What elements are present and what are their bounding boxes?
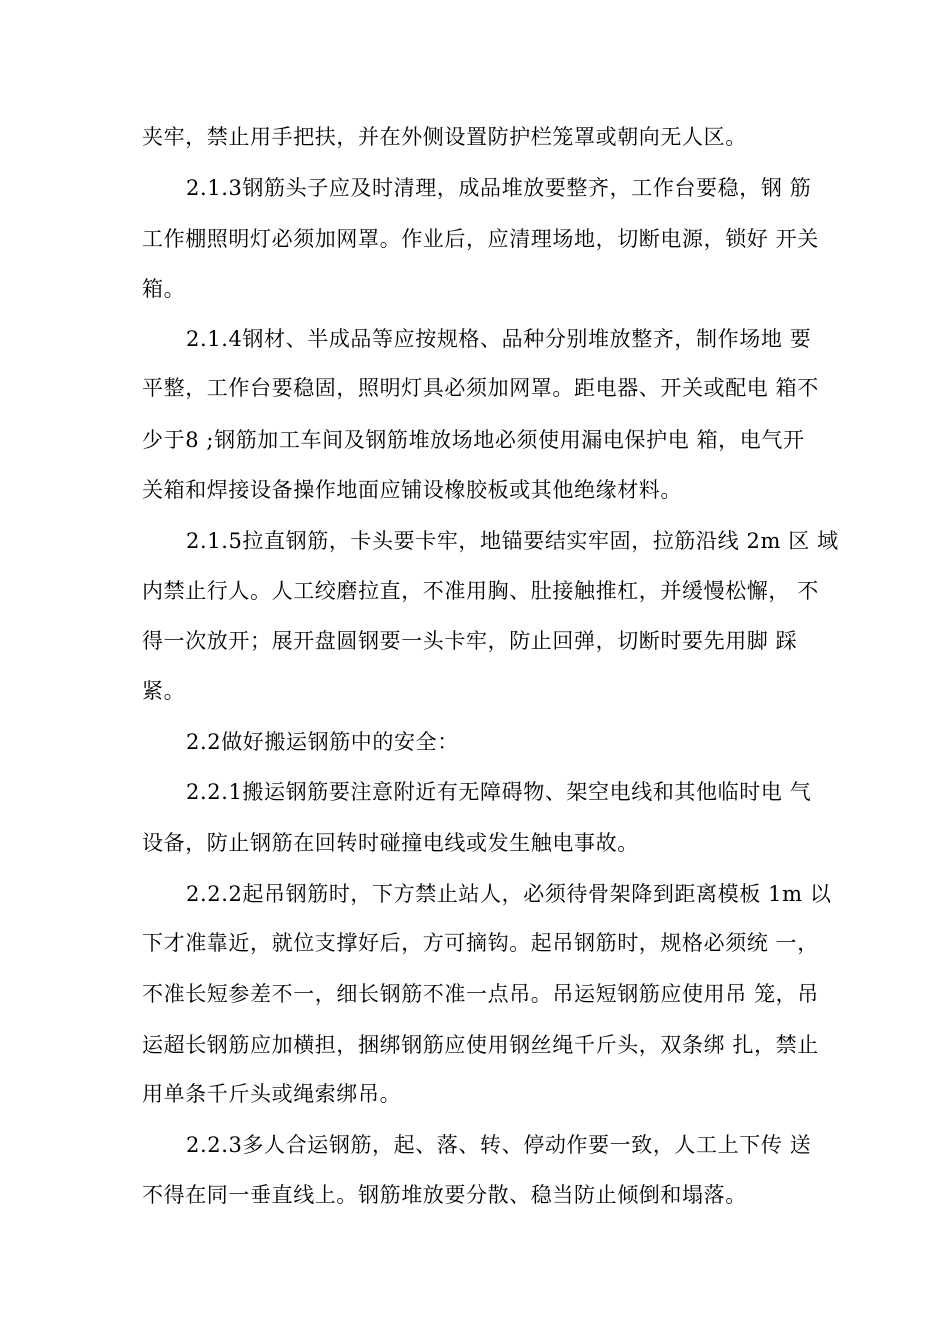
clause-2-2-3: 2.2.3多人合运钢筋，起、落、转、停动作要一致，人工上下传 送: [186, 1133, 812, 1157]
clause-2-1-5: 2.1.5拉直钢筋，卡头要卡牢，地锚要结实牢固，拉筋沿线 2m 区 域: [186, 529, 839, 553]
text-line: 关箱和焊接设备操作地面应铺设橡胶板或其他绝缘材料。: [142, 478, 682, 502]
section-2-2-heading: 2.2做好搬运钢筋中的安全：: [186, 730, 459, 754]
text-line: 内禁止行人。人工绞磨拉直，不准用胸、肚接触推杠，并缓慢松懈， 不: [142, 579, 819, 603]
clause-2-2-2: 2.2.2起吊钢筋时，下方禁止站人，必须待骨架降到距离模板 1m 以: [186, 882, 832, 906]
text-line: 紧。: [142, 679, 186, 703]
text-line: 箱。: [142, 277, 186, 301]
text-line: 用单条千斤头或绳索绑吊。: [142, 1082, 402, 1106]
text-line: 下才准靠近，就位支撑好后，方可摘钩。起吊钢筋时，规格必须统 一，: [142, 931, 819, 955]
text-line: 运超长钢筋应加横担，捆绑钢筋应使用钢丝绳千斤头，双条绑 扎，禁止: [142, 1033, 819, 1057]
text-line: 不准长短参差不一，细长钢筋不准一点吊。吊运短钢筋应使用吊 笼，吊: [142, 982, 819, 1006]
text-line: 得一次放开；展开盘圆钢要一头卡牢，防止回弹，切断时要先用脚 踩: [142, 629, 798, 653]
text-line: 平整，工作台要稳固，照明灯具必须加网罩。距电器、开关或配电 箱不: [142, 376, 819, 400]
text-line: 不得在同一垂直线上。钢筋堆放要分散、稳当防止倾倒和塌落。: [142, 1183, 747, 1207]
text-line: 工作棚照明灯必须加网罩。作业后，应清理场地，切断电源，锁好 开关: [142, 227, 819, 251]
text-line: 少于8 ;钢筋加工车间及钢筋堆放场地必须使用漏电保护电 箱，电气开: [142, 428, 805, 452]
text-line: 设备，防止钢筋在回转时碰撞电线或发生触电事故。: [142, 831, 639, 855]
text-line: 夹牢，禁止用手把扶，并在外侧设置防护栏笼罩或朝向无人区。: [142, 125, 747, 149]
clause-2-1-4: 2.1.4钢材、半成品等应按规格、品种分别堆放整齐，制作场地 要: [186, 327, 812, 351]
clause-2-2-1: 2.2.1搬运钢筋要注意附近有无障碍物、架空电线和其他临时电 气: [186, 780, 812, 804]
clause-2-1-3: 2.1.3钢筋头子应及时清理，成品堆放要整齐，工作台要稳，钢 筋: [186, 176, 812, 200]
